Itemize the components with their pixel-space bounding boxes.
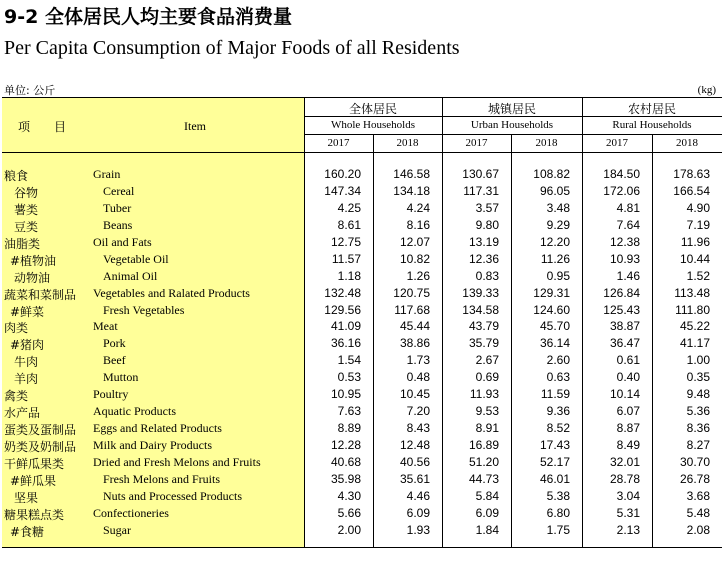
value-cell: 10.82 [399,251,430,266]
value-cell: 11.93 [469,387,499,402]
header-group-en: Whole Households [330,119,415,131]
value-cell: 0.69 [475,370,499,385]
value-cell: 10.44 [679,251,710,266]
value-cell: 35.98 [330,471,361,486]
row-label-en: Nuts and Processed Products [103,488,242,503]
table-row [0,302,726,319]
value-cell: 12.28 [330,438,361,452]
value-cell: 8.36 [686,421,710,436]
value-cell: 4.46 [406,488,430,503]
value-cell: 51.20 [468,454,499,469]
row-label-en: Mutton [103,370,139,385]
table-row [0,386,726,403]
row-label-en: Meat [93,319,118,334]
row-label-cn: 粮食 [4,169,29,183]
table-row [0,234,726,251]
value-cell: 6.09 [406,505,430,520]
value-cell: 12.48 [399,438,430,452]
value-cell: 8.91 [475,421,499,436]
value-cell: 2.60 [546,353,570,368]
value-cell: 4.81 [616,200,640,215]
value-cell: 2.08 [686,522,710,537]
header-year: 2017 [327,137,350,149]
value-cell: 9.53 [475,404,499,419]
row-label-en: Milk and Dairy Products [93,438,212,452]
value-cell: 2.67 [475,353,499,368]
value-cell: 12.36 [468,251,499,266]
value-cell: 8.61 [337,217,361,232]
value-cell: 96.05 [539,183,570,198]
value-cell: 1.00 [686,353,710,368]
value-cell: 10.95 [330,387,361,402]
value-cell: 8.27 [686,438,710,452]
row-label-en: Pork [103,336,126,351]
value-cell: 1.54 [337,353,361,368]
value-cell: 166.54 [673,183,710,198]
value-cell: 5.31 [616,505,640,520]
value-cell: 117.31 [463,183,499,198]
value-cell: 1.73 [406,353,430,368]
value-cell: 1.18 [337,268,361,283]
value-cell: 7.20 [406,404,430,419]
table-body [0,166,726,539]
value-cell: 36.47 [609,336,640,351]
row-label-en: Sugar [103,522,131,537]
value-cell: 9.48 [686,387,710,402]
value-cell: 12.38 [609,234,640,249]
row-label-cn: 蛋类及蛋制品 [4,423,77,438]
table-row [0,251,726,268]
value-cell: 125.43 [603,302,640,317]
value-cell: 8.49 [616,438,640,452]
table-row [0,166,726,183]
header-year: 2018 [676,137,698,149]
row-label-cn: 干鲜瓜果类 [4,456,65,471]
row-label-en: Vegetables and Ralated Products [93,285,250,300]
value-cell: 43.79 [468,319,499,334]
value-cell: 126.84 [603,285,640,300]
value-cell: 147.34 [324,183,361,198]
value-cell: 9.80 [475,217,499,232]
table-row [0,217,726,234]
table-row [0,420,726,437]
header-year: 2018 [535,137,558,149]
value-cell: 0.40 [616,370,640,385]
value-cell: 172.06 [603,183,640,198]
value-cell: 8.16 [406,217,430,232]
table-row [0,522,726,539]
value-cell: 6.09 [475,505,499,520]
value-cell: 5.36 [686,404,710,419]
row-label-en: Tuber [103,200,132,215]
value-cell: 124.60 [533,302,570,317]
value-cell: 26.78 [679,471,710,486]
row-label-en: Aquatic Products [93,404,176,419]
unit-label-en: (kg) [697,84,716,96]
row-label-en: Beans [103,217,133,232]
value-cell: 36.16 [330,336,361,351]
value-cell: 1.84 [475,522,499,537]
value-cell: 6.80 [546,505,570,520]
row-label-cn: 油脂类 [4,236,41,251]
value-cell: 32.01 [609,454,640,469]
row-label-en: Dried and Fresh Melons and Fruits [93,454,261,469]
value-cell: 113.48 [674,285,710,300]
value-cell: 129.56 [324,302,361,317]
row-label-cn: 水产品 [4,406,41,421]
table-row [0,488,726,505]
value-cell: 12.75 [330,234,361,249]
value-cell: 11.57 [331,251,361,266]
row-label-en: Oil and Fats [93,234,152,249]
header-item-en: Item [184,119,206,133]
value-cell: 0.48 [406,370,430,385]
value-cell: 7.64 [616,217,640,232]
row-label-en: Poultry [93,387,129,402]
row-label-en: Fresh Melons and Fruits [103,471,220,486]
value-cell: 10.93 [609,251,640,266]
row-label-cn: 蔬菜和菜制品 [4,287,77,302]
value-cell: 0.53 [337,370,361,385]
value-cell: 5.38 [546,488,570,503]
value-cell: 4.90 [686,200,710,215]
value-cell: 132.48 [324,285,361,300]
value-cell: 11.26 [540,251,570,266]
value-cell: 134.18 [393,183,430,198]
row-label-en: Grain [93,167,121,181]
value-cell: 3.04 [616,488,640,503]
value-cell: 139.33 [462,285,499,300]
row-label-cn: 牛肉 [14,355,39,370]
header-group-en: Rural Households [612,119,692,131]
table-row [0,471,726,488]
row-label-cn: 肉类 [4,321,29,336]
value-cell: 1.52 [686,268,710,283]
value-cell: 8.87 [616,421,640,436]
value-cell: 35.61 [399,471,430,486]
table-row [0,369,726,386]
header-group-cn: 全体居民 [348,102,397,116]
row-label-cn: #鲜瓜果 [10,473,57,488]
table-title-cn: 9-2 全体居民人均主要食品消费量 [4,6,292,28]
value-cell: 30.70 [679,454,710,469]
value-cell: 130.67 [462,167,499,181]
row-label-cn: 动物油 [14,270,51,285]
row-label-cn: #食糖 [10,524,45,539]
row-label-cn: 薯类 [14,202,39,217]
row-label-en: Confectioneries [93,505,169,520]
row-label-cn: 奶类及奶制品 [4,440,77,454]
value-cell: 178.63 [673,167,710,181]
table-row [0,335,726,352]
value-cell: 8.43 [406,421,430,436]
row-label-en: Eggs and Related Products [93,421,222,436]
value-cell: 11.96 [680,234,710,249]
table-top-rule [2,97,722,98]
table-row [0,437,726,454]
row-label-cn: #猪肉 [10,338,45,353]
value-cell: 184.50 [603,167,640,181]
value-cell: 16.89 [468,438,499,452]
row-label-en: Vegetable Oil [103,251,169,266]
row-label-en: Cereal [103,183,135,198]
header-group-cn: 城镇居民 [487,102,536,116]
value-cell: 0.83 [475,268,499,283]
value-cell: 146.58 [393,167,430,181]
value-cell: 1.93 [406,522,430,537]
value-cell: 1.46 [616,268,640,283]
value-cell: 8.52 [546,421,570,436]
value-cell: 45.22 [679,319,710,334]
unit-label-cn: 单位: 公斤 [4,84,56,97]
header-item-cn: 项 目 [18,120,67,134]
value-cell: 0.61 [616,353,640,368]
row-label-cn: 坚果 [14,490,39,505]
row-label-cn: 羊肉 [14,372,39,387]
value-cell: 4.30 [337,488,361,503]
value-cell: 0.95 [546,268,570,283]
table-title-en: Per Capita Consumption of Major Foods of all Residents [4,37,460,59]
value-cell: 52.17 [539,454,570,469]
value-cell: 4.25 [337,200,361,215]
header-group-en: Urban Households [470,119,554,131]
value-cell: 5.84 [475,488,499,503]
value-cell: 108.82 [533,167,570,181]
value-cell: 41.09 [330,319,361,334]
row-label-cn: #鲜菜 [10,304,45,319]
table-row [0,352,726,369]
value-cell: 2.00 [337,522,361,537]
header-year: 2018 [396,137,419,149]
value-cell: 7.63 [337,404,361,419]
value-cell: 45.44 [399,319,430,334]
value-cell: 1.26 [406,268,430,283]
value-cell: 10.45 [399,387,430,402]
value-cell: 120.75 [393,285,430,300]
value-cell: 117.68 [394,302,430,317]
value-cell: 11.59 [540,387,570,402]
value-cell: 28.78 [609,471,640,486]
value-cell: 2.13 [616,522,640,537]
value-cell: 0.63 [546,370,570,385]
value-cell: 36.14 [539,336,570,351]
value-cell: 111.80 [675,302,710,317]
value-cell: 44.73 [468,471,499,486]
value-cell: 40.56 [399,454,430,469]
table-row [0,183,726,200]
value-cell: 0.35 [686,370,710,385]
table-row [0,403,726,420]
table-row [0,285,726,302]
row-label-cn: 谷物 [14,185,39,200]
value-cell: 38.87 [609,319,640,334]
header-group-cn: 农村居民 [627,102,676,116]
value-cell: 134.58 [462,302,499,317]
value-cell: 6.07 [616,404,640,419]
row-label-en: Animal Oil [103,268,158,283]
table-bottom-rule [2,547,722,548]
value-cell: 12.20 [539,234,570,249]
table-row [0,318,726,335]
value-cell: 129.31 [533,285,570,300]
value-cell: 4.24 [406,200,430,215]
value-cell: 41.17 [679,336,710,351]
value-cell: 12.07 [399,234,430,249]
table-row [0,454,726,471]
table-row [0,505,726,522]
value-cell: 9.36 [546,404,570,419]
row-label-cn: 豆类 [14,219,39,234]
value-cell: 45.70 [539,319,570,334]
row-label-cn: 禽类 [4,389,29,404]
value-cell: 5.48 [686,505,710,520]
table-row [0,268,726,285]
value-cell: 10.14 [609,387,640,402]
value-cell: 17.43 [539,438,570,452]
value-cell: 9.29 [546,217,570,232]
value-cell: 35.79 [468,336,499,351]
value-cell: 46.01 [539,471,570,486]
table-row [0,200,726,217]
value-cell: 3.57 [475,200,499,215]
value-cell: 1.75 [546,522,570,537]
year-top-rule [304,134,722,135]
row-label-en: Fresh Vegetables [103,302,185,317]
value-cell: 5.66 [337,505,361,520]
row-label-cn: #植物油 [10,253,57,268]
row-label-cn: 糖果糕点类 [4,507,65,522]
header-year: 2017 [606,137,628,149]
value-cell: 8.89 [337,421,361,436]
value-cell: 7.19 [686,217,710,232]
header-bottom-rule [2,152,722,153]
value-cell: 13.19 [468,234,499,249]
value-cell: 3.68 [686,488,710,503]
value-cell: 160.20 [324,167,361,181]
value-cell: 40.68 [330,454,361,469]
row-label-en: Beef [103,353,126,368]
value-cell: 3.48 [546,200,570,215]
header-year: 2017 [465,137,488,149]
value-cell: 38.86 [399,336,430,351]
